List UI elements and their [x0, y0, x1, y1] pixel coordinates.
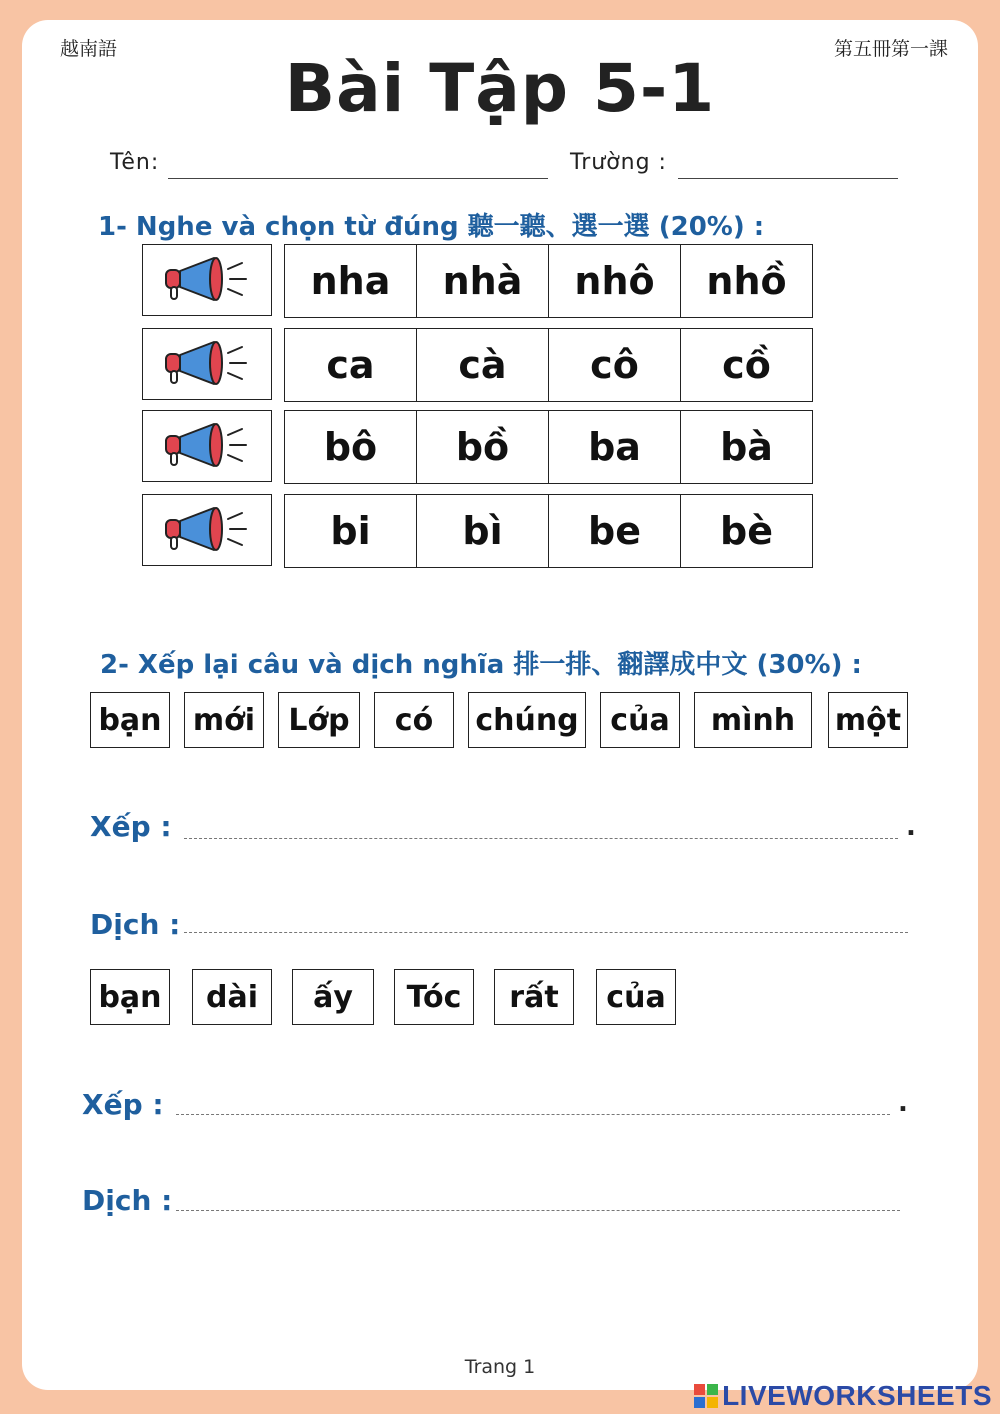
word-chip[interactable]: mình [694, 692, 812, 748]
page-number: Trang 1 [464, 1356, 536, 1378]
megaphone-icon[interactable] [142, 328, 272, 400]
translate-label-2: Dịch : [82, 1184, 173, 1217]
word-choice[interactable]: bè [680, 494, 813, 568]
word-chip[interactable]: dài [192, 969, 272, 1025]
word-chip[interactable]: của [600, 692, 680, 748]
arrange-label-1: Xếp : [90, 810, 172, 843]
word-choice[interactable]: bà [680, 410, 813, 484]
section2-title: 2- Xếp lại câu và dịch nghĩa 排一排、翻譯成中文 (30%) : [100, 650, 862, 680]
translate-answer-2[interactable] [176, 1210, 900, 1211]
subject-label: 越南語 [60, 38, 118, 60]
word-chip[interactable]: có [374, 692, 454, 748]
megaphone-icon[interactable] [142, 494, 272, 566]
word-chip[interactable]: Lớp [278, 692, 360, 748]
megaphone-icon[interactable] [142, 410, 272, 482]
brand-logo [694, 1380, 992, 1412]
word-choice[interactable]: be [548, 494, 681, 568]
translate-label-1: Dịch : [90, 908, 181, 941]
end-dot-2: . [898, 1088, 908, 1118]
word-choice[interactable]: ca [284, 328, 417, 402]
name-label: Tên: [110, 150, 160, 175]
word-chip[interactable]: một [828, 692, 908, 748]
brand-mark-icon [694, 1384, 718, 1408]
word-chip[interactable]: mới [184, 692, 264, 748]
word-choice[interactable]: bi [284, 494, 417, 568]
section1-title: 1- Nghe và chọn từ đúng 聽一聽、選一選 (20%) : [98, 212, 765, 242]
word-chip[interactable]: của [596, 969, 676, 1025]
word-chip[interactable]: bạn [90, 692, 170, 748]
word-choice[interactable]: cà [416, 328, 549, 402]
lesson-label: 第五冊第一課 [833, 38, 948, 60]
school-field[interactable] [678, 178, 898, 179]
arrange-answer-2[interactable] [176, 1114, 890, 1115]
word-chip[interactable]: chúng [468, 692, 586, 748]
megaphone-icon[interactable] [142, 244, 272, 316]
word-choice[interactable]: bồ [416, 410, 549, 484]
word-choice[interactable]: nhô [548, 244, 681, 318]
name-field[interactable] [168, 178, 548, 179]
word-choice[interactable]: nhà [416, 244, 549, 318]
word-chip[interactable]: bạn [90, 969, 170, 1025]
page-title: Bài Tập 5-1 [284, 50, 716, 127]
word-choice[interactable]: nha [284, 244, 417, 318]
word-choice[interactable]: bì [416, 494, 549, 568]
brand-name: LIVEWORKSHEETS [722, 1380, 992, 1411]
school-label: Trường : [570, 150, 667, 175]
word-choice[interactable]: cô [548, 328, 681, 402]
arrange-answer-1[interactable] [184, 838, 898, 839]
word-chip[interactable]: Tóc [394, 969, 474, 1025]
arrange-label-2: Xếp : [82, 1088, 164, 1121]
word-chip[interactable]: rất [494, 969, 574, 1025]
word-choice[interactable]: ba [548, 410, 681, 484]
word-chip[interactable]: ấy [292, 969, 374, 1025]
translate-answer-1[interactable] [184, 932, 908, 933]
worksheet-page [22, 20, 978, 1390]
word-choice[interactable]: cồ [680, 328, 813, 402]
word-choice[interactable]: bô [284, 410, 417, 484]
word-choice[interactable]: nhồ [680, 244, 813, 318]
end-dot-1: . [906, 812, 916, 842]
